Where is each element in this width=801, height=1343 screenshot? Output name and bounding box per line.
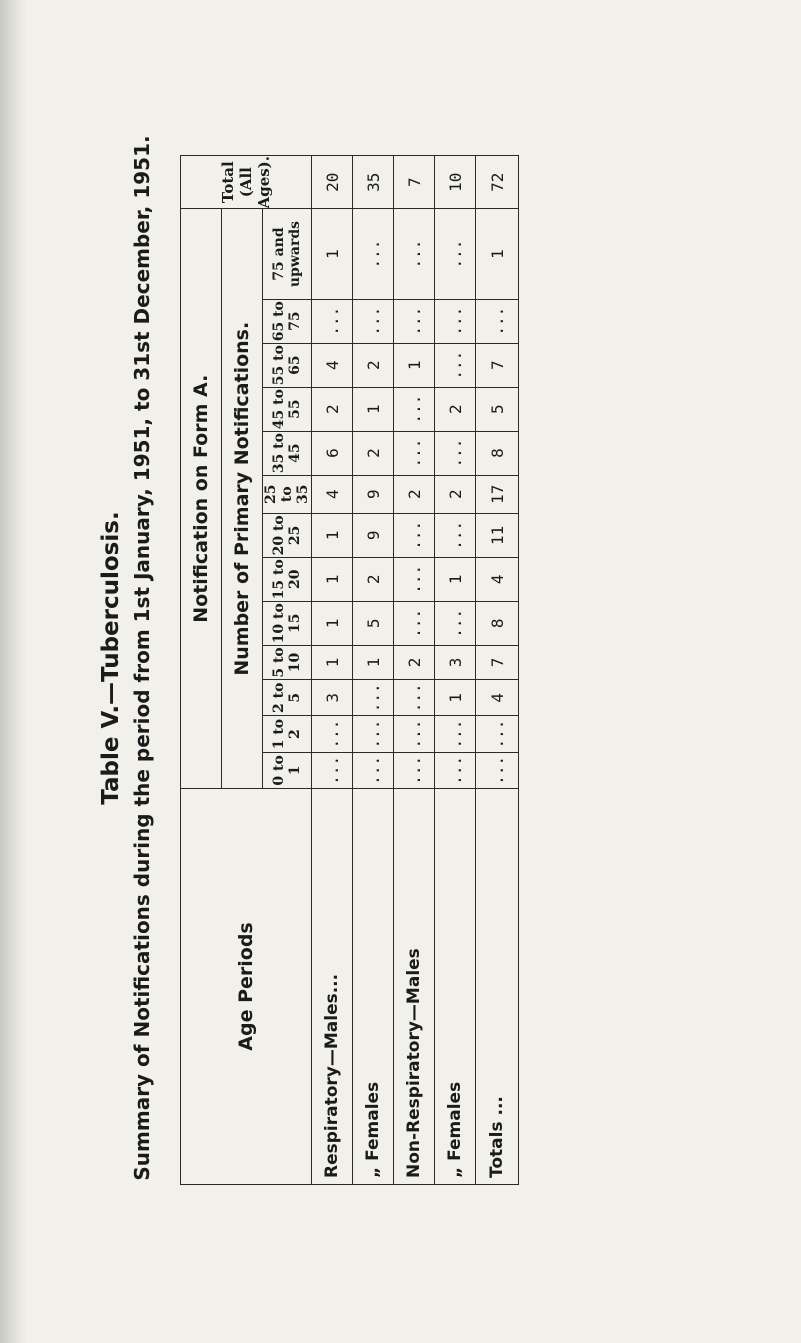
cell-value: ... [353, 752, 394, 788]
totals-label: Totals ... [476, 789, 519, 1185]
tuberculosis-table [180, 155, 519, 1185]
cell-value: 6 [312, 431, 353, 475]
cell-value: 3 [435, 645, 476, 679]
total-value: ... [476, 752, 519, 788]
age-band: 0 to 1 [263, 752, 312, 788]
age-band: 45 to 55 [263, 387, 312, 431]
age-band: 1 to 2 [263, 716, 312, 752]
cell-value: ... [312, 716, 353, 752]
grand-total: 72 [476, 156, 519, 209]
cell-value: 9 [353, 475, 394, 513]
cell-value: 1 [394, 343, 435, 387]
total-value: 8 [476, 601, 519, 645]
cell-value: ... [435, 343, 476, 387]
table-title: Table V.—Tuberculosis. [98, 511, 124, 805]
total-value: 5 [476, 387, 519, 431]
age-band: 35 to 45 [263, 431, 312, 475]
cell-value: 1 [312, 645, 353, 679]
cell-value: ... [353, 716, 394, 752]
cell-value: ... [394, 299, 435, 343]
cell-value: 2 [435, 387, 476, 431]
total-value: 8 [476, 431, 519, 475]
cell-value: ... [353, 680, 394, 716]
cell-value: ... [394, 752, 435, 788]
total-value: 7 [476, 645, 519, 679]
form-a-header: Notification on Form A. [181, 209, 222, 789]
cell-value: 1 [353, 645, 394, 679]
row-label: Respiratory—Males... [312, 789, 353, 1185]
cell-value: 2 [353, 431, 394, 475]
table-row [312, 156, 353, 1185]
cell-value: ... [394, 680, 435, 716]
age-band: 20 to 25 [263, 513, 312, 557]
cell-value: 1 [435, 680, 476, 716]
cell-value: 3 [312, 680, 353, 716]
cell-value: 1 [312, 557, 353, 601]
totals-row [476, 156, 519, 1185]
total-value: 17 [476, 475, 519, 513]
cell-value: 4 [312, 475, 353, 513]
total-value: ... [476, 716, 519, 752]
age-band: 10 to 15 [263, 601, 312, 645]
age-band: 55 to 65 [263, 343, 312, 387]
age-periods-header: Age Periods [181, 789, 312, 1185]
row-label: Non-Respiratory—Males [394, 789, 435, 1185]
cell-value: ... [435, 601, 476, 645]
table-row [353, 156, 394, 1185]
total-value: 7 [476, 343, 519, 387]
row-total: 10 [435, 156, 476, 209]
cell-value: ... [394, 601, 435, 645]
age-band: 65 to 75 [263, 299, 312, 343]
cell-value: ... [435, 299, 476, 343]
cell-value: 1 [353, 387, 394, 431]
row-label: „ Females [435, 789, 476, 1185]
total-all-ages-header: Total (All Ages). [181, 156, 312, 209]
cell-value: 2 [353, 557, 394, 601]
row-total: 35 [353, 156, 394, 209]
cell-value: ... [394, 557, 435, 601]
age-band: 5 to 10 [263, 645, 312, 679]
age-band: 15 to 20 [263, 557, 312, 601]
row-total: 7 [394, 156, 435, 209]
cell-value: ... [394, 431, 435, 475]
age-band: 2 to 5 [263, 680, 312, 716]
cell-value: ... [435, 209, 476, 299]
table-subtitle: Summary of Notifications during the period from 1st January, 1951, to 31st December, 1951. [130, 135, 154, 1181]
cell-value: ... [435, 716, 476, 752]
cell-value: ... [394, 513, 435, 557]
table-row [435, 156, 476, 1185]
table-row [394, 156, 435, 1185]
total-value: 1 [476, 209, 519, 299]
total-value: 4 [476, 557, 519, 601]
primary-notifications-header: Number of Primary Notifications. [222, 209, 263, 789]
row-total: 20 [312, 156, 353, 209]
cell-value: ... [394, 209, 435, 299]
cell-value: 2 [353, 343, 394, 387]
cell-value: ... [312, 299, 353, 343]
cell-value: ... [394, 387, 435, 431]
cell-value: 2 [394, 645, 435, 679]
cell-value: ... [435, 513, 476, 557]
age-band: 75 and upwards [263, 209, 312, 299]
cell-value: ... [394, 716, 435, 752]
cell-value: 2 [312, 387, 353, 431]
cell-value: 1 [312, 513, 353, 557]
cell-value: 1 [312, 209, 353, 299]
row-label: „ Females [353, 789, 394, 1185]
cell-value: 9 [353, 513, 394, 557]
cell-value: 2 [435, 475, 476, 513]
cell-value: 1 [312, 601, 353, 645]
cell-value: ... [353, 209, 394, 299]
cell-value: ... [353, 299, 394, 343]
cell-value: 4 [312, 343, 353, 387]
total-value: 11 [476, 513, 519, 557]
total-value: ... [476, 299, 519, 343]
cell-value: 2 [394, 475, 435, 513]
cell-value: ... [435, 431, 476, 475]
cell-value: 1 [435, 557, 476, 601]
header-row-form [181, 156, 222, 1185]
age-band: 25 to 35 [263, 475, 312, 513]
cell-value: ... [435, 752, 476, 788]
cell-value: 5 [353, 601, 394, 645]
cell-value: ... [312, 752, 353, 788]
total-value: 4 [476, 680, 519, 716]
